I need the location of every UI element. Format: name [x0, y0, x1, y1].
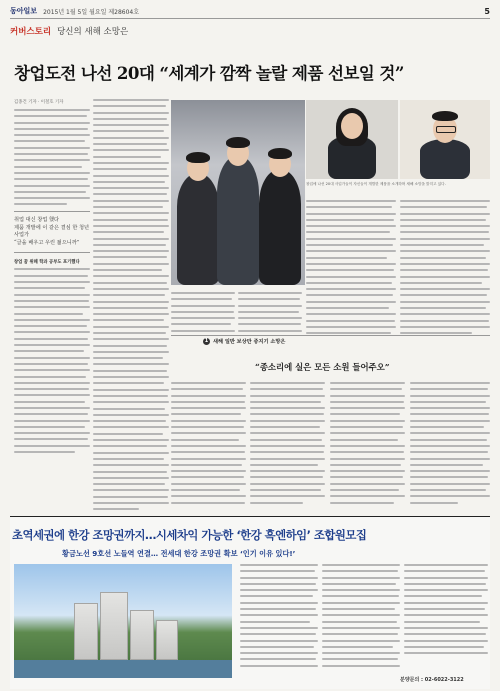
ad-title: 초역세권에 한강 조망권까지…시세차익 가능한 ‘한강 흑엔하임’ 조합원모집 [12, 528, 367, 542]
hair-center [226, 137, 250, 148]
section-subtitle: 당신의 새해 소망은 [57, 26, 129, 37]
section-label [10, 23, 128, 38]
article-column-2 [93, 99, 169, 519]
portrait-man-photo [400, 100, 490, 179]
ad-river-photo [14, 564, 232, 678]
second-story-heading [203, 338, 285, 345]
glasses-icon [436, 126, 456, 133]
ad-subtitle: 황금노선 9호선 노들역 연결… 전세대 한강 조망권 확보 ‘인기 이유 있다!’ [62, 549, 296, 558]
issue-meta: 2015년 1월 5일 월요일 제28604호 [43, 8, 140, 16]
ad-text-col-2 [322, 564, 400, 674]
portrait-woman-photo [306, 100, 398, 179]
article-column-3 [171, 292, 235, 336]
main-photo [171, 100, 305, 285]
ad-text-col-1 [240, 564, 318, 674]
hair-right [268, 148, 292, 159]
article-column-4 [238, 292, 302, 336]
story-number-badge: 1 [204, 338, 209, 344]
story-divider [171, 335, 490, 336]
photo-caption: 창업에 나선 20대 사업가들이 자신들이 개발한 제품을 소개하며 새해 소망을 밝히고 있다. [306, 182, 446, 186]
second-story-col-2 [250, 382, 325, 510]
ad-phone: 분양문의 : 02-6022-3122 [400, 677, 464, 683]
second-story-col-3 [330, 382, 405, 510]
byline: 김종건 기자 · 이철호 기자 [14, 100, 64, 105]
person-left [177, 173, 219, 285]
page-number: 5 [484, 6, 490, 16]
person-center [217, 155, 259, 285]
second-story-col-4 [410, 382, 490, 510]
main-headline: 창업도전 나선 20대 “세계가 깜짝 놀랄 제품 선보일 것” [14, 63, 404, 83]
second-story-kicker: 새해 일반 보상만 증지기 소망은 [213, 339, 286, 345]
person-right [259, 169, 301, 285]
page-header [10, 4, 490, 19]
article-column-6 [400, 200, 490, 336]
second-story-col-1 [171, 382, 246, 510]
column-subhead: 창업 꿈 위해 학과 공부도 포기했다 [14, 260, 80, 266]
hair-left [186, 152, 210, 163]
section-tag: 커버스토리 [10, 26, 52, 37]
ad-text-col-3 [404, 564, 488, 672]
article-column-1 [14, 99, 90, 519]
article-column-5 [306, 200, 396, 336]
newspaper-logo: 동아일보 [10, 6, 38, 15]
second-story-headline: “종소리에 실은 모든 소원 들어주오” [255, 362, 390, 372]
pull-quote: 취업 대신 창업 했다 제품 개발에 이 같은 결심 한 청년 사업가 “글을 배우고 우린 젊으니까” [14, 217, 90, 246]
